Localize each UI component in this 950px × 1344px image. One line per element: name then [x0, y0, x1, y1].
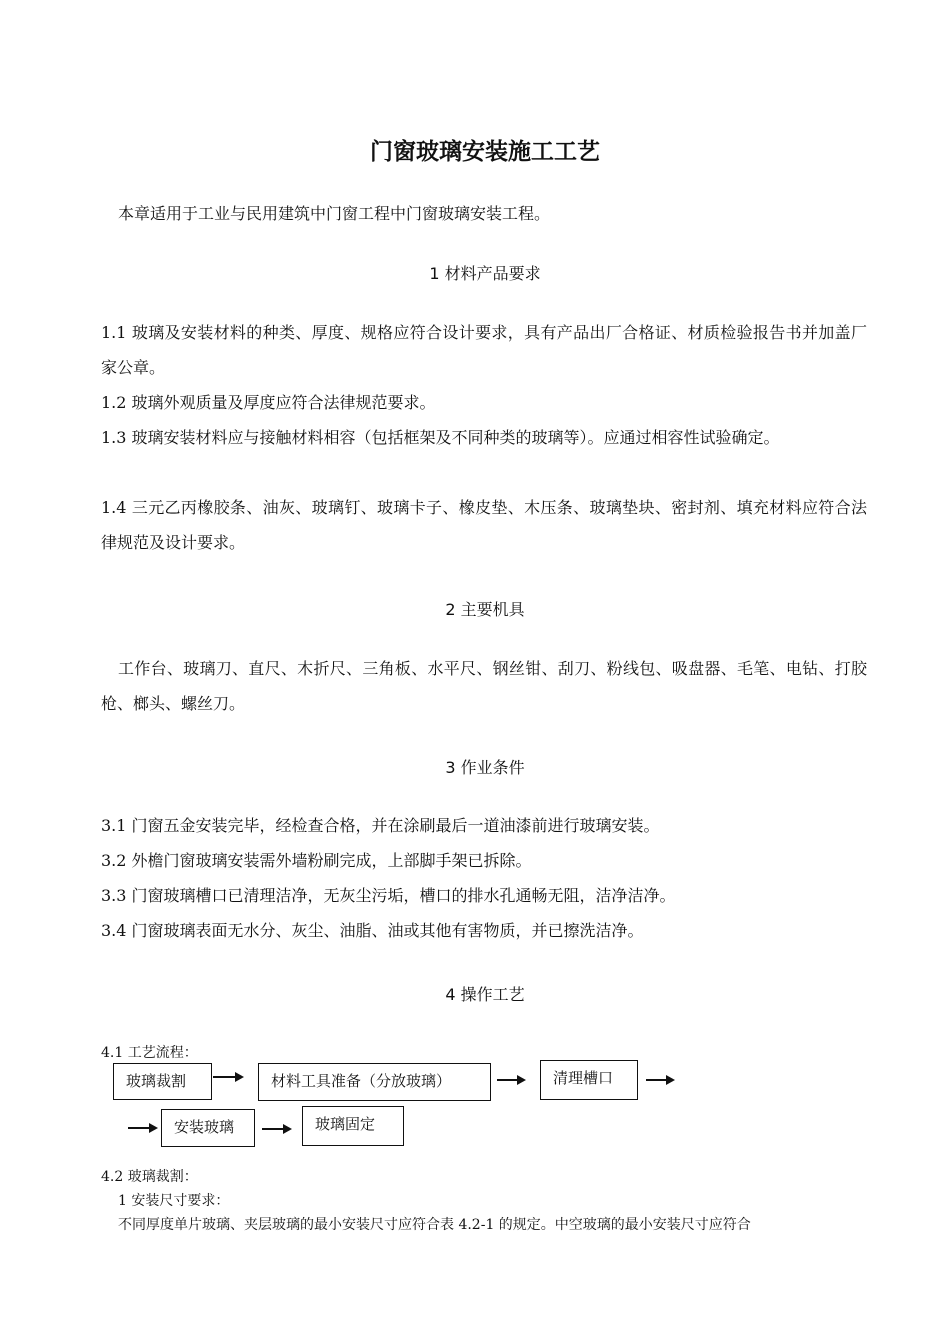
section-heading-process: 4 操作工艺: [445, 985, 525, 1004]
flow-step-cutting: 玻璃裁割: [113, 1063, 212, 1100]
materials-item-1-1: 1.1 玻璃及安装材料的种类、厚度、规格应符合设计要求，具有产品出厂合格证、材质检验报告书并加盖厂家公章。: [101, 323, 867, 377]
materials-item-1-4: 1.4 三元乙丙橡胶条、油灰、玻璃钉、玻璃卡子、橡皮垫、木压条、玻璃垫块、密封剂、填充材料应符合法律规范及设计要求。: [101, 498, 867, 552]
document-title: 门窗玻璃安装施工工艺: [370, 139, 600, 165]
sub-heading-cutting: 4.2 玻璃裁割：: [101, 1169, 198, 1185]
sub-item-size-requirement: 1 安装尺寸要求：: [118, 1193, 230, 1209]
flow-step-clean-groove: 清理槽口: [540, 1060, 638, 1100]
conditions-item-3-3: 3.3 门窗玻璃槽口已清理洁净，无灰尘污垢，槽口的排水孔通畅无阻，洁净洁净。: [101, 886, 676, 905]
flow-step-install: 安装玻璃: [161, 1109, 255, 1147]
flow-arrow: [128, 1122, 158, 1134]
section-heading-conditions: 3 作业条件: [445, 758, 525, 777]
flow-arrow: [646, 1074, 675, 1086]
intro-paragraph: 本章适用于工业与民用建筑中门窗工程中门窗玻璃安装工程。: [118, 204, 551, 223]
flow-step-preparation: 材料工具准备（分放玻璃）: [258, 1063, 491, 1101]
section-heading-materials: 1 材料产品要求: [429, 264, 541, 283]
flow-step-fix: 玻璃固定: [302, 1106, 404, 1146]
flow-arrow: [213, 1071, 244, 1083]
flow-label: 4.1 工艺流程：: [101, 1045, 198, 1061]
conditions-item-3-4: 3.4 门窗玻璃表面无水分、灰尘、油脂、油或其他有害物质，并已擦洗洁净。: [101, 921, 644, 940]
materials-item-1-3: 1.3 玻璃安装材料应与接触材料相容（包括框架及不同种类的玻璃等）。应通过相容性试验确定。: [101, 428, 780, 447]
section-heading-tools: 2 主要机具: [445, 600, 525, 619]
flow-arrow: [262, 1123, 292, 1135]
sub-body-text: 不同厚度单片玻璃、夹层玻璃的最小安装尺寸应符合表 4.2-1 的规定。中空玻璃的最小安装尺寸应符合: [118, 1217, 751, 1233]
tools-paragraph: 工作台、玻璃刀、直尺、木折尺、三角板、水平尺、钢丝钳、刮刀、粉线包、吸盘器、毛笔、电钻、打胶枪、榔头、螺丝刀。: [101, 659, 867, 713]
flow-arrow: [497, 1074, 526, 1086]
conditions-item-3-1: 3.1 门窗五金安装完毕，经检查合格，并在涂刷最后一道油漆前进行玻璃安装。: [101, 816, 660, 835]
materials-item-1-2: 1.2 玻璃外观质量及厚度应符合法律规范要求。: [101, 393, 436, 412]
conditions-item-3-2: 3.2 外檐门窗玻璃安装需外墙粉刷完成，上部脚手架已拆除。: [101, 851, 532, 870]
